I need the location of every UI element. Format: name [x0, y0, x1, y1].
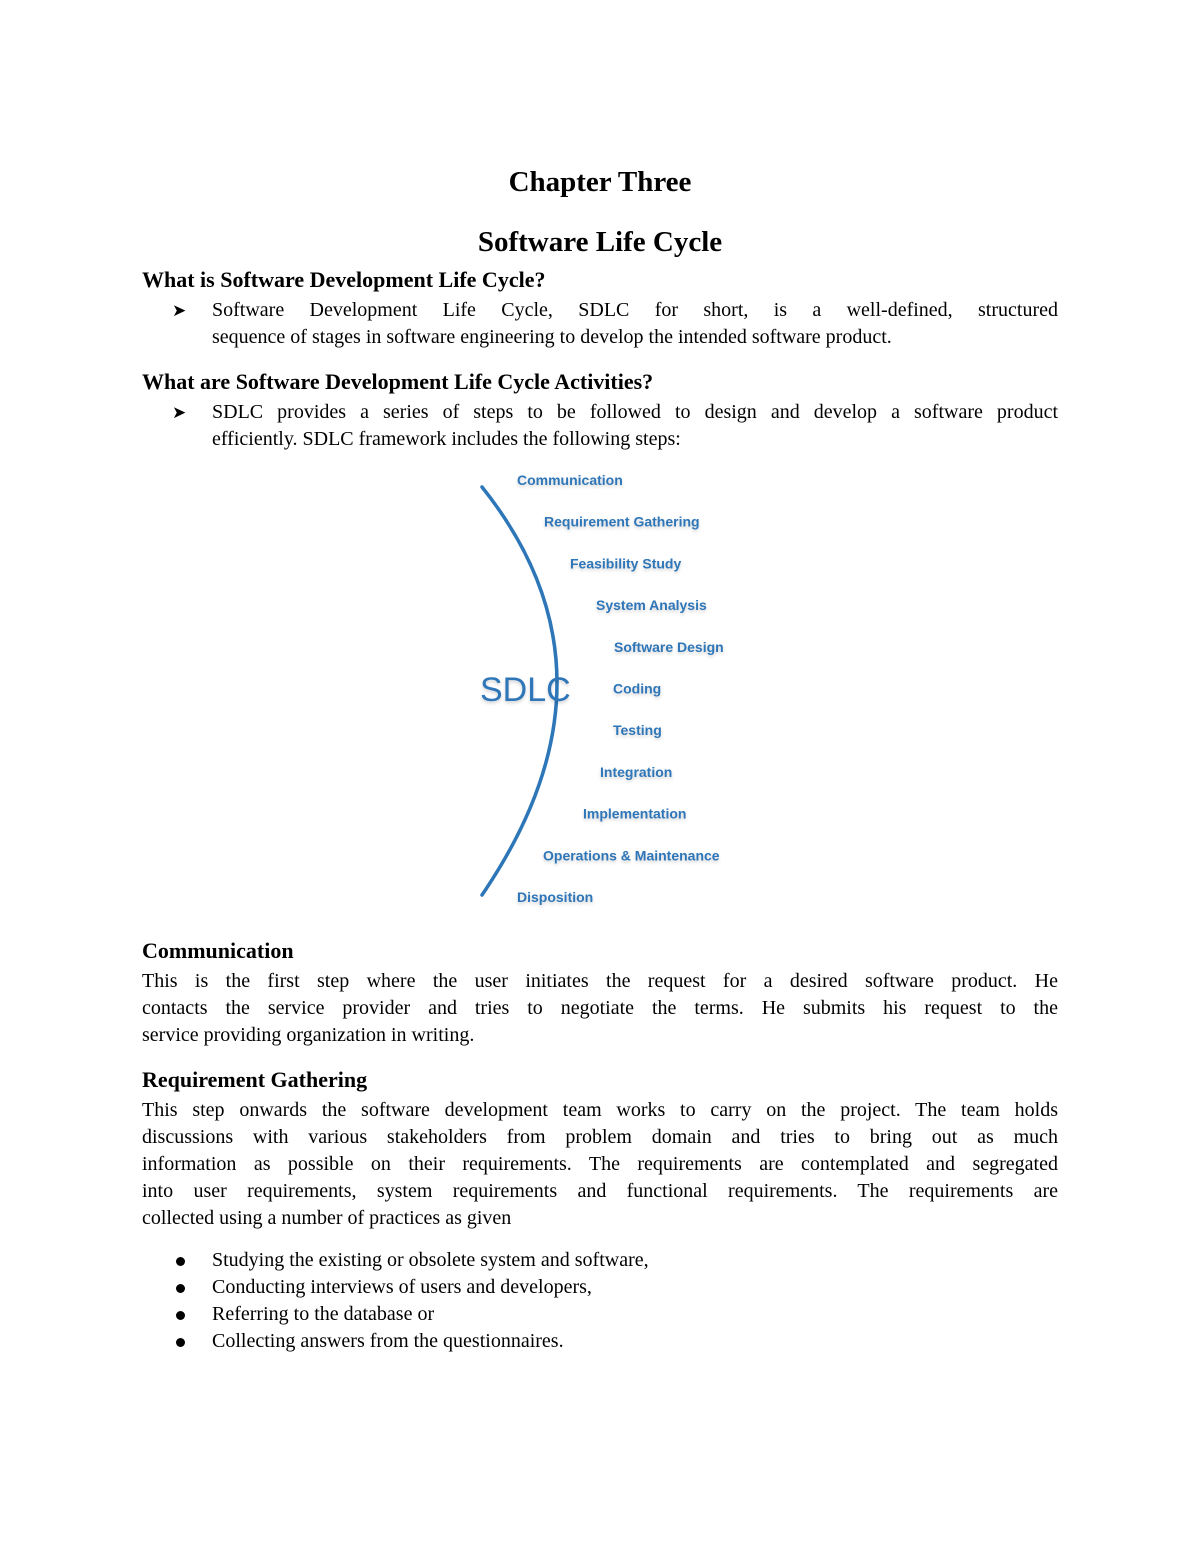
arrowhead-bullet-icon: ➤ [172, 403, 187, 422]
list-item-text: Studying the existing or obsolete system and software, [212, 1249, 649, 1271]
bullet-line: Software Development Life Cycle, SDLC for short, is a well-defined, structured [212, 299, 1058, 321]
sdlc-center-label: SDLC [480, 671, 571, 709]
bullet-line: sequence of stages in software engineering to develop the intended software product. [212, 326, 892, 348]
bullet-dot-icon [176, 1284, 185, 1293]
paragraph-line: service providing organization in writing. [142, 1024, 475, 1046]
sdlc-step-label: Operations & Maintenance [543, 847, 720, 864]
requirement-gathering-paragraph [142, 1097, 1058, 1232]
section-heading-what-is-sdlc: What is Software Development Life Cycle? [142, 267, 546, 292]
section-heading-communication: Communication [142, 938, 294, 963]
sdlc-step-label: Software Design [614, 638, 724, 655]
bullet-line: efficiently. SDLC framework includes the following steps: [212, 428, 681, 450]
sdlc-step-label: Coding [613, 680, 662, 697]
sdlc-step-label: Communication [517, 472, 623, 488]
section-heading-requirement-gathering: Requirement Gathering [142, 1067, 368, 1092]
bullet-dot-icon [176, 1338, 185, 1347]
bullet-dot-icon [176, 1311, 185, 1320]
section-heading-sdlc-activities: What are Software Development Life Cycle Activities? [142, 369, 654, 394]
paragraph-line: into user requirements, system requirements and functional requirements. The requirements are [142, 1180, 1058, 1202]
arrowhead-bullet-icon: ➤ [172, 301, 187, 320]
sdlc-step-label: Implementation [583, 805, 687, 822]
paragraph-line: collected using a number of practices as given [142, 1207, 512, 1229]
sdlc-step-label: Disposition [517, 889, 594, 905]
list-item-text: Conducting interviews of users and developers, [212, 1276, 592, 1298]
sdlc-step-label: Requirement Gathering [544, 513, 700, 530]
chapter-subtitle: Software Life Cycle [477, 226, 723, 258]
chapter-title: Chapter Three [508, 166, 692, 198]
sdlc-step-label: Integration [600, 763, 673, 780]
sdlc-step-label: System Analysis [596, 597, 707, 614]
list-item-text: Referring to the database or [212, 1303, 435, 1325]
sdlc-diagram [420, 465, 780, 925]
bullet-dot-icon [176, 1257, 185, 1266]
paragraph-line: This is the first step where the user initiates the request for a desired software product. He [142, 970, 1058, 992]
bullet-line: SDLC provides a series of steps to be followed to design and develop a software product [212, 401, 1058, 423]
sdlc-diagram-graphic [420, 465, 780, 925]
paragraph-line: contacts the service provider and tries to negotiate the terms. He submits his request to the [142, 997, 1058, 1019]
sdlc-step-label: Feasibility Study [570, 555, 682, 572]
paragraph-line: discussions with various stakeholders from problem domain and tries to bring out as much [142, 1126, 1058, 1148]
paragraph-line: information as possible on their requirements. The requirements are contemplated and segregated [142, 1153, 1058, 1175]
communication-paragraph [142, 968, 1058, 1049]
list-item-text: Collecting answers from the questionnaires. [212, 1330, 564, 1352]
sdlc-step-label: Testing [613, 722, 662, 739]
paragraph-line: This step onwards the software development team works to carry on the project. The team holds [142, 1099, 1058, 1121]
